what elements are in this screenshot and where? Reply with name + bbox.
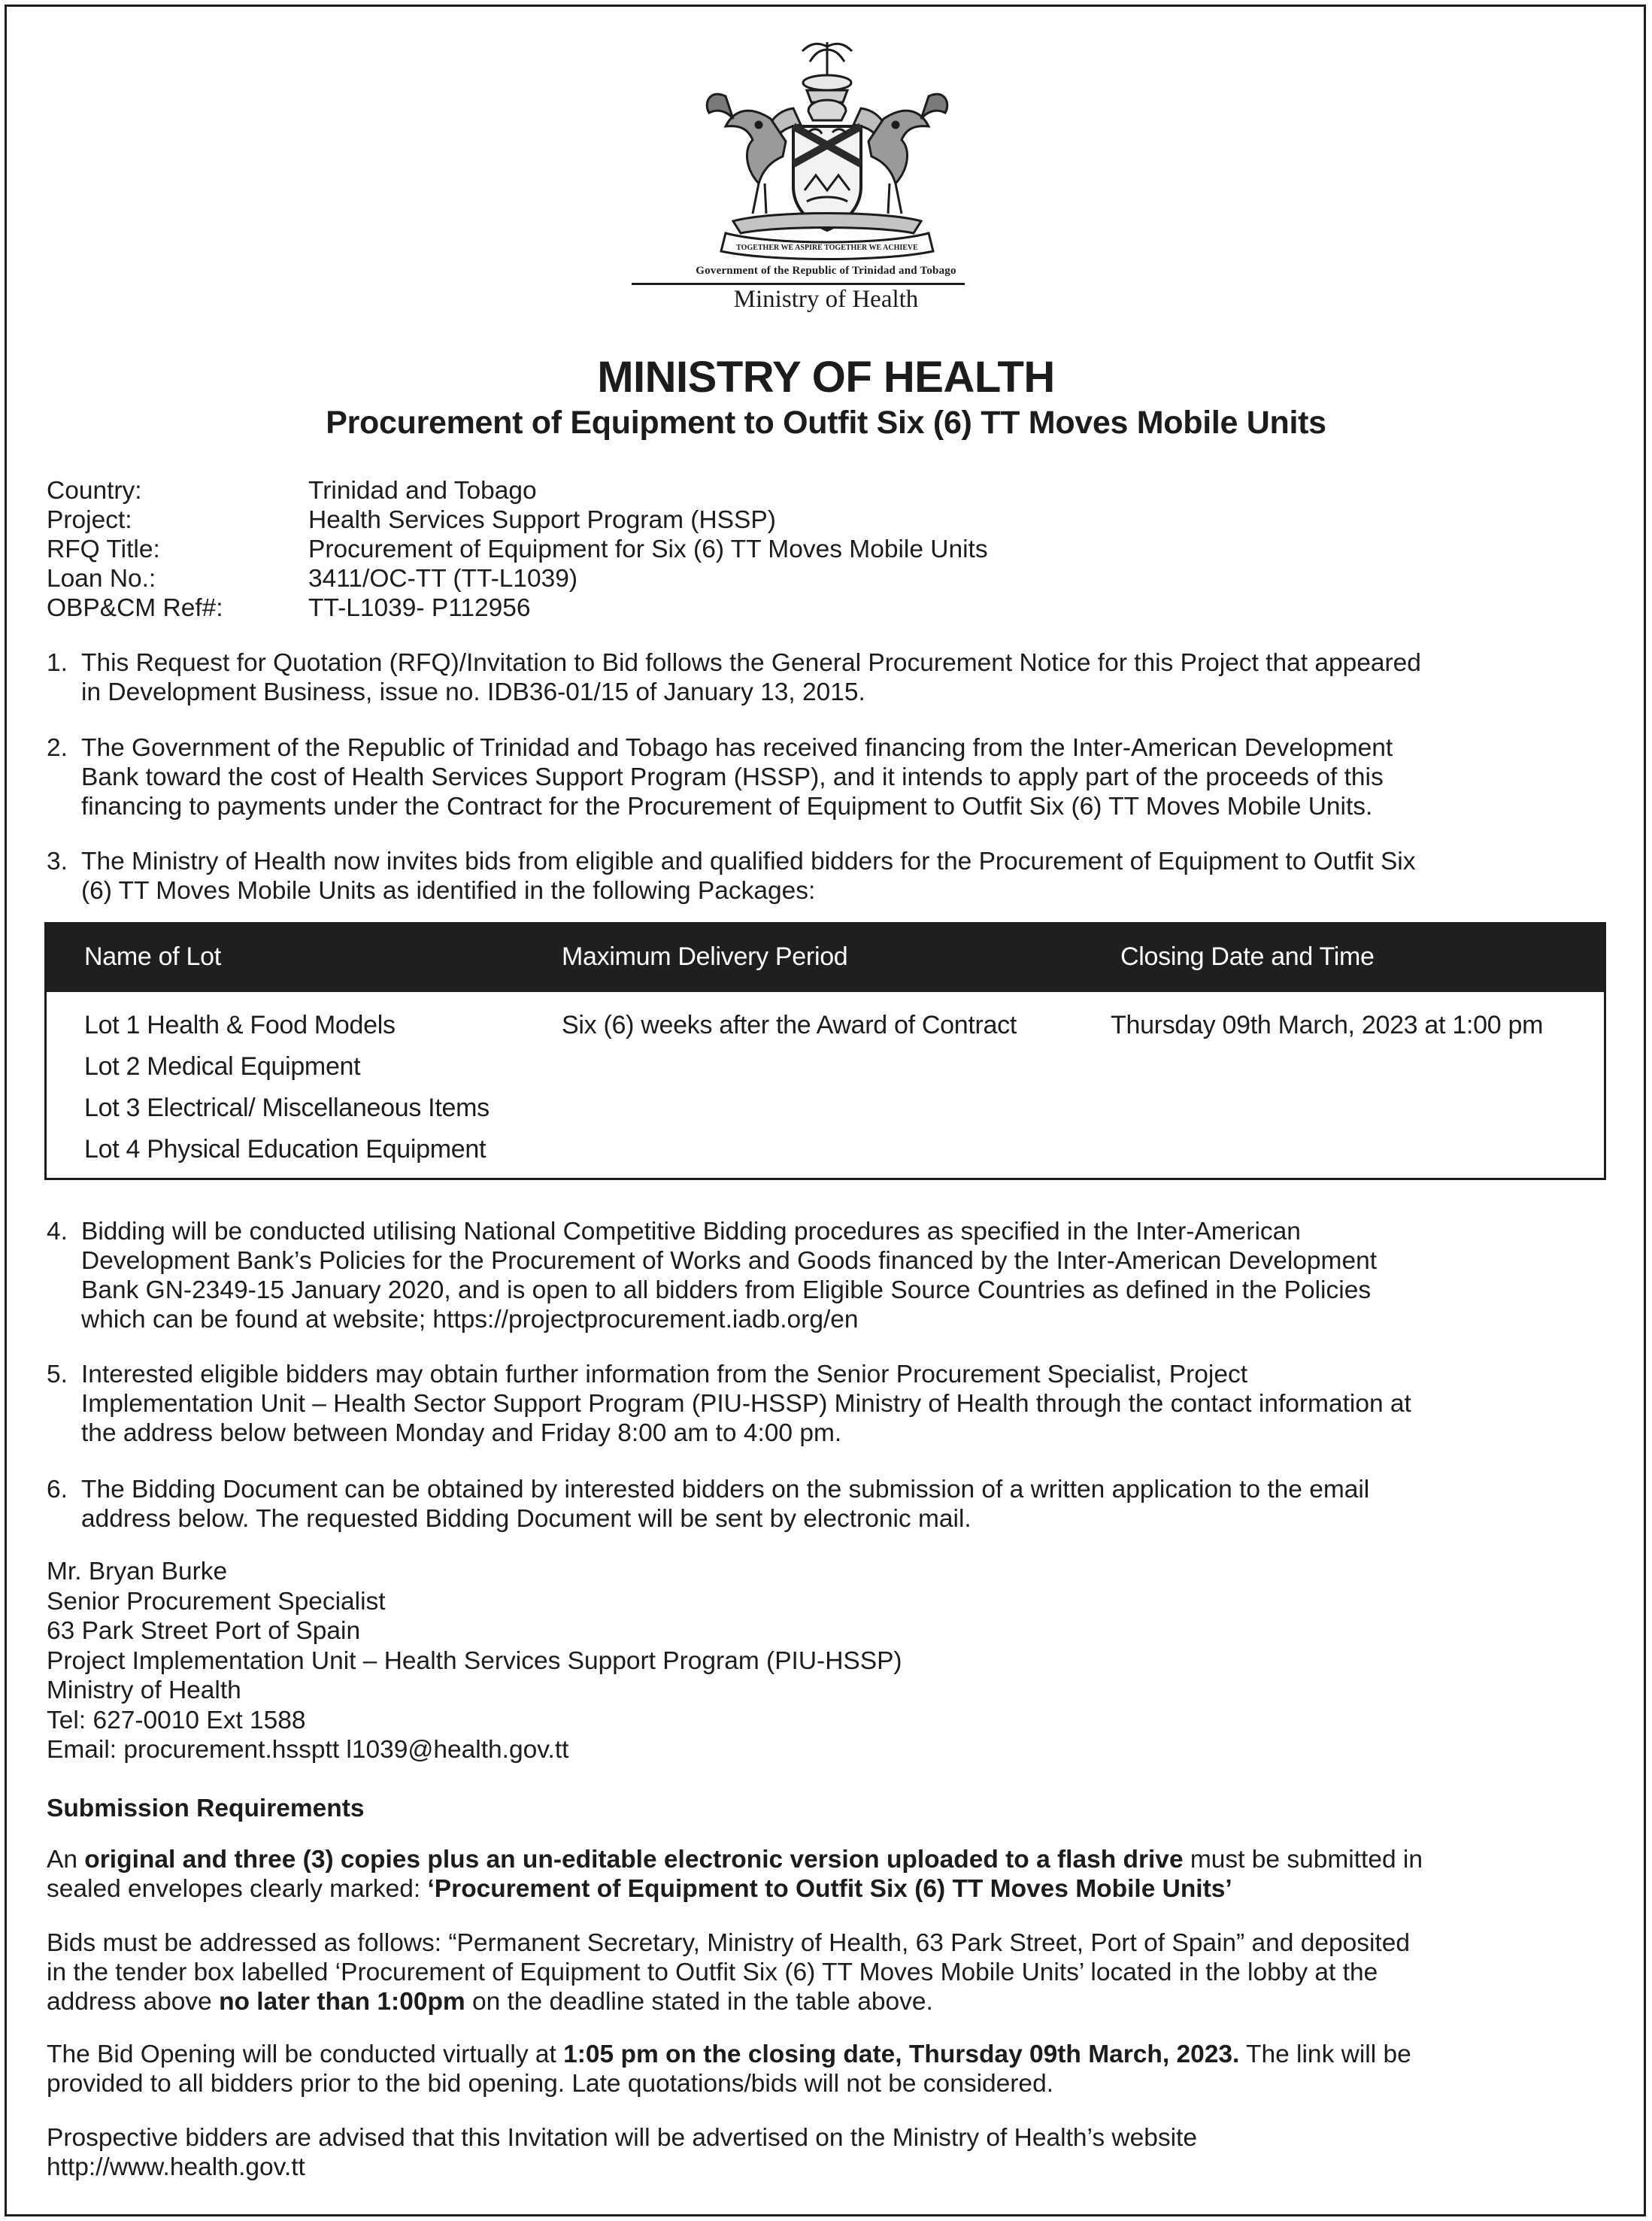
text-run: address above (47, 1988, 220, 2016)
column-header-lot: Name of Lot (84, 942, 221, 971)
paragraph-6 (47, 1475, 1603, 1534)
government-line: Government of the Republic of Trinidad and Tobago (696, 265, 956, 277)
text-run: The Bid Opening will be conducted virtually at (47, 2040, 564, 2068)
lot-item: Lot 2 Medical Equipment (84, 1052, 361, 1081)
contact-title: Senior Procurement Specialist (47, 1587, 386, 1616)
text-run-bold: original and three (3) copies plus an un-editable electronic version uploaded to a flash drive (84, 1846, 1184, 1874)
text-run: sealed envelopes clearly marked: (47, 1875, 428, 1903)
ministry-subheading: Ministry of Health (733, 286, 919, 313)
paragraph-line: financing to payments under the Contract for the Procurement of Equipment to Outfit Six (6) TT Moves Mobile Units. (81, 793, 1373, 821)
contact-ministry: Ministry of Health (47, 1676, 241, 1704)
column-header-closing: Closing Date and Time (1120, 942, 1375, 971)
text-run: on the deadline stated in the table above. (465, 1988, 933, 2016)
text-run: An (47, 1846, 85, 1874)
paragraph-line: Development Bank’s Policies for the Procurement of Works and Goods financed by the Inter-American Development (81, 1247, 1378, 1275)
meta-value: Trinidad and Tobago (308, 477, 537, 505)
closing-date-cell: Thursday 09th March, 2023 at 1:00 pm (1111, 1011, 1544, 1039)
meta-label: Country: (47, 477, 142, 505)
coat-of-arms-icon (681, 36, 974, 262)
text-run: must be submitted in (1183, 1846, 1423, 1874)
page-title: MINISTRY OF HEALTH (597, 353, 1055, 402)
paragraph-number: 3. (47, 848, 68, 875)
paragraph-line: The Government of the Republic of Trinidad and Tobago has received financing from the Inter-American Development (81, 734, 1393, 762)
lot-list (84, 1005, 490, 1170)
column-header-delivery: Maximum Delivery Period (562, 942, 848, 971)
paragraph-number: 5. (47, 1361, 68, 1388)
paragraph-1 (47, 648, 1603, 707)
paragraph-line: The Bidding Document can be obtained by interested bidders on the submission of a written application to the email (81, 1476, 1370, 1503)
contact-block (47, 1557, 902, 1765)
header-divider (632, 283, 965, 285)
text-run-bold: ‘Procurement of Equipment to Outfit Six (6) TT Moves Mobile Units’ (427, 1875, 1232, 1903)
meta-value: 3411/OC-TT (TT-L1039) (308, 565, 578, 593)
lot-item: Lot 1 Health & Food Models (84, 1011, 396, 1039)
paragraph-line: (6) TT Moves Mobile Units as identified in the following Packages: (81, 877, 816, 905)
meta-label: RFQ Title: (47, 536, 160, 563)
paragraph-number: 6. (47, 1476, 68, 1503)
text-line: provided to all bidders prior to the bid opening. Late quotations/bids will not be considered. (47, 2070, 1054, 2098)
paragraph-line: which can be found at website; https://projectprocurement.iadb.org/en (81, 1306, 859, 1334)
paragraph-number: 2. (47, 734, 68, 762)
meta-value: TT-L1039- P112956 (308, 594, 531, 622)
svg-text:TOGETHER WE ASPIRE TOGETHER W: TOGETHER WE ASPIRE TOGETHER WE ACHIEVE (736, 244, 918, 252)
meta-label: Loan No.: (47, 565, 156, 593)
submission-paragraph-4 (47, 2123, 1596, 2182)
text-run-bold: 1:05 pm on the closing date, Thursday 09th March, 2023. (563, 2040, 1240, 2068)
contact-phone: Tel: 627-0010 Ext 1588 (47, 1706, 306, 1734)
paragraph-3 (47, 847, 1603, 906)
text-line: Prospective bidders are advised that this Invitation will be advertised on the Ministry of Health’s website (47, 2124, 1197, 2152)
delivery-period-cell: Six (6) weeks after the Award of Contract (562, 1011, 1017, 1039)
contact-name: Mr. Bryan Burke (47, 1558, 228, 1585)
contact-unit: Project Implementation Unit – Health Services Support Program (PIU-HSSP) (47, 1646, 902, 1675)
paragraph-5 (47, 1360, 1603, 1448)
text-line: in the tender box labelled ‘Procurement of Equipment to Outfit Six (6) TT Moves Mobile Units’ located in the lobby at the (47, 1959, 1378, 1986)
submission-paragraph-2 (47, 1928, 1596, 2016)
meta-label: OBP&CM Ref#: (47, 594, 223, 622)
paragraph-line: Bidding will be conducted utilising National Competitive Bidding procedures as specified in the Inter-American (81, 1218, 1301, 1246)
text-run-bold: no later than 1:00pm (219, 1988, 465, 2016)
paragraph-number: 4. (47, 1218, 68, 1246)
text-run: The link will be (1239, 2040, 1411, 2068)
meta-value: Procurement of Equipment for Six (6) TT Moves Mobile Units (308, 536, 988, 563)
paragraph-line: address below. The requested Bidding Document will be sent by electronic mail. (81, 1505, 971, 1533)
website-link[interactable]: http://www.health.gov.tt (47, 2153, 305, 2181)
lot-item: Lot 3 Electrical/ Miscellaneous Items (84, 1094, 490, 1122)
paragraph-number: 1. (47, 649, 68, 677)
lot-item: Lot 4 Physical Education Equipment (84, 1135, 487, 1164)
paragraph-line: the address below between Monday and Friday 8:00 am to 4:00 pm. (81, 1419, 842, 1447)
paragraph-4 (47, 1217, 1603, 1334)
lot-table (44, 922, 1606, 1180)
paragraph-2 (47, 733, 1603, 821)
submission-paragraph-1 (47, 1845, 1596, 1904)
text-line: Bids must be addressed as follows: “Permanent Secretary, Ministry of Health, 63 Park Street, Port of Spain” and deposited (47, 1929, 1410, 1957)
meta-value: Health Services Support Program (HSSP) (308, 506, 776, 534)
lot-table-header (47, 924, 1604, 992)
paragraph-line: The Ministry of Health now invites bids from eligible and qualified bidders for the Procurement of Equipment to Outfit Six (81, 848, 1416, 875)
submission-paragraph-3 (47, 2040, 1596, 2098)
paragraph-line: Bank toward the cost of Health Services Support Program (HSSP), and it intends to apply part of the proceeds of this (81, 763, 1384, 791)
paragraph-line: This Request for Quotation (RFQ)/Invitation to Bid follows the General Procurement Notice for this Project that appeared (81, 649, 1421, 677)
page-subtitle: Procurement of Equipment to Outfit Six (6) TT Moves Mobile Units (326, 405, 1326, 441)
paragraph-line: Bank GN-2349-15 January 2020, and is open to all bidders from Eligible Source Countries as defined in the Policies (81, 1276, 1372, 1304)
paragraph-line: Implementation Unit – Health Sector Support Program (PIU-HSSP) Ministry of Health through the contact information at (81, 1390, 1411, 1418)
meta-label: Project: (47, 506, 132, 534)
paragraph-line: in Development Business, issue no. IDB36-01/15 of January 13, 2015. (81, 678, 865, 706)
paragraph-line: Interested eligible bidders may obtain further information from the Senior Procurement Specialist, Project (81, 1361, 1248, 1388)
submission-heading: Submission Requirements (47, 1795, 365, 1822)
contact-address: 63 Park Street Port of Spain (47, 1617, 361, 1645)
contact-email: Email: procurement.hssptt l1039@health.gov.tt (47, 1736, 569, 1764)
